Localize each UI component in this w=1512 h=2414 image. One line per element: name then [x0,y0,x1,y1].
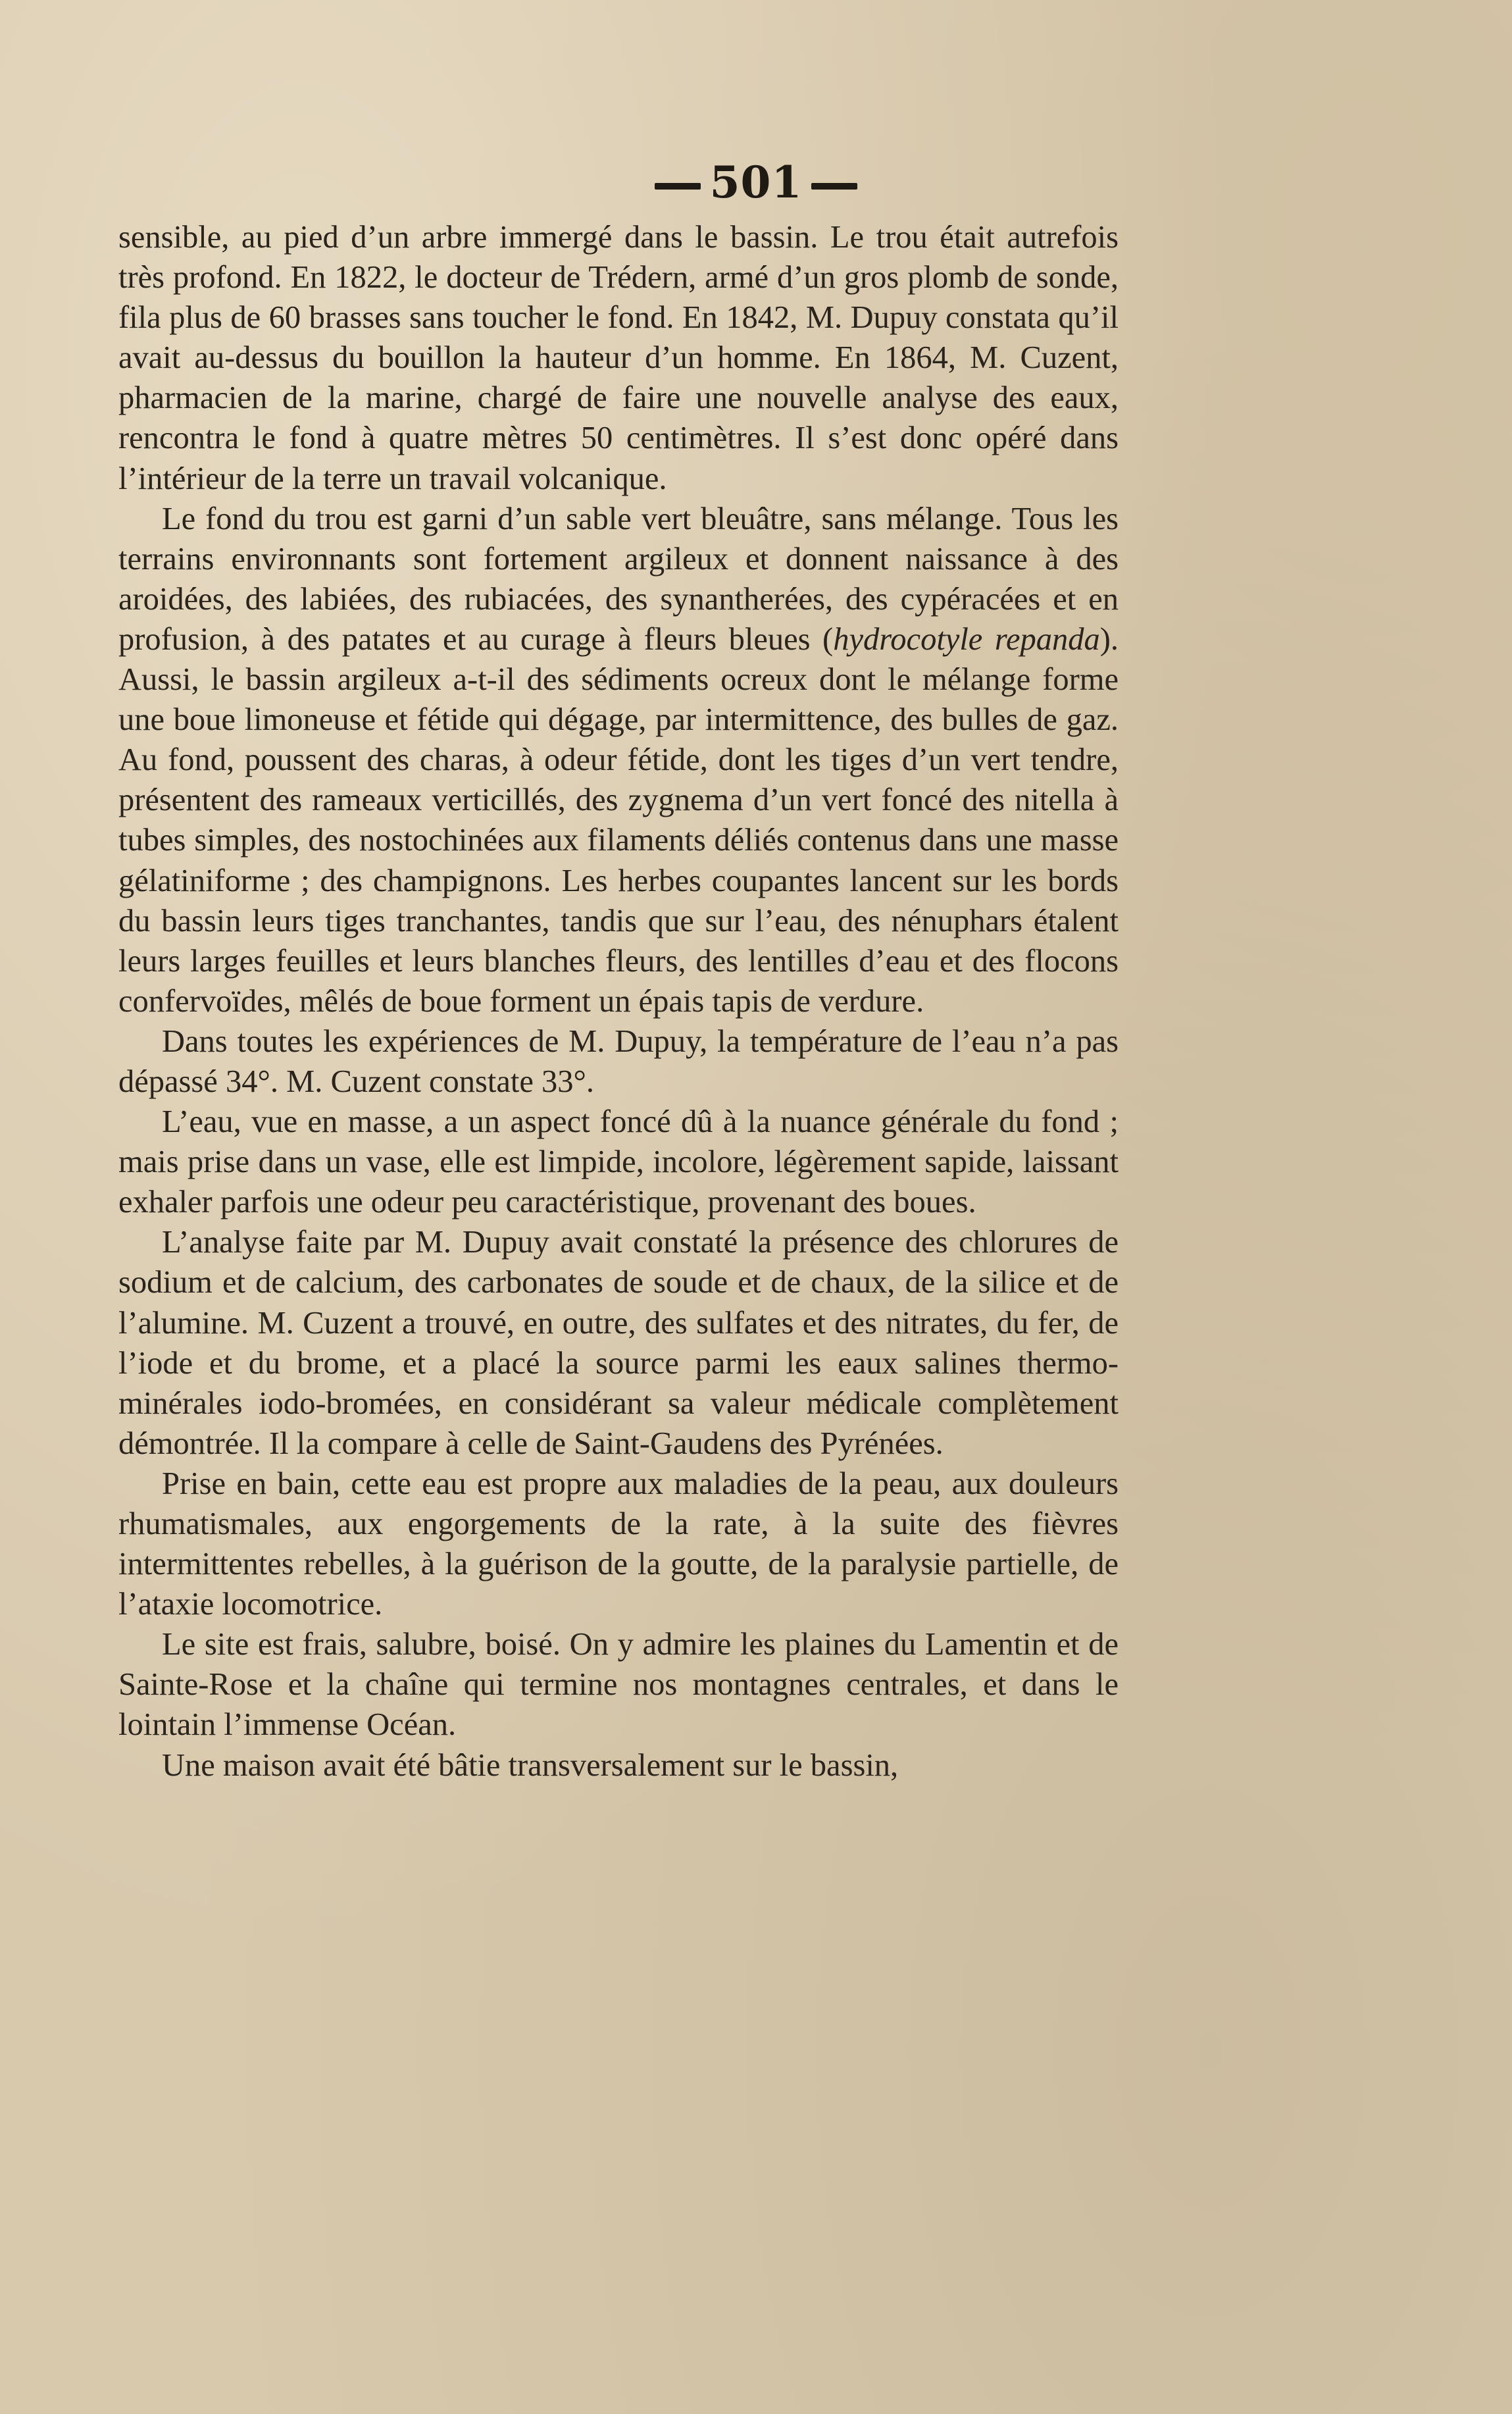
body-text [118,217,1119,1785]
paragraph-text: L’eau, vue en masse, a un aspect foncé dû à la nuance générale du fond ; mais prise dans un vase, elle est limpide, incolore, légèrement sapide, laissant exhaler parfois une odeur peu caractéristique, provenant des boues. [118,1104,1119,1220]
header-dash-left [655,183,701,190]
paragraph-text: Le site est frais, salubre, boisé. On y admire les plaines du Lamentin et de Sainte-Rose et la chaîne qui termine nos montagnes centrales, et dans le lointain l’immense Océan. [118,1627,1119,1743]
page-header [0,157,1512,208]
paragraph-2 [118,499,1119,1021]
paragraph-6 [118,1464,1119,1624]
page-number: 501 [709,157,803,208]
paragraph-text: L’analyse faite par M. Dupuy avait constaté la présence des chlorures de sodium et de calcium, des carbonates de soude et de chaux, de la silice et de l’alumine. M. Cuzent a trouvé, en outre, des sulfates et des nitrates, du fer, de l’iode et du brome, et a placé la source parmi les eaux salines thermo-minérales iodo-bromées, en considérant sa valeur médicale complètement démontrée. Il la compare à celle de Saint-Gaudens des Pyrénées. [118,1225,1119,1461]
paragraph-text: sensible, au pied d’un arbre immergé dans le bassin. Le trou était autrefois très profond. En 1822, le docteur de Trédern, armé d’un gros plomb de sonde, fila plus de 60 brasses sans toucher le fond. En 1842, M. Dupuy constata qu’il avait au-dessus du bouillon la hauteur d’un homme. En 1864, M. Cuzent, pharmacien de la marine, chargé de faire une nouvelle analyse des eaux, rencontra le fond à quatre mètres 50 centimètres. Il s’est donc opéré dans l’intérieur de la terre un travail volcanique. [118,220,1119,496]
paragraph-1 [118,217,1119,499]
paragraph-text: Une maison avait été bâtie transversalement sur le bassin, [162,1747,899,1783]
paragraph-8 [118,1745,1119,1785]
italic-species-name: hydrocotyle repanda [833,621,1100,657]
paragraph-7 [118,1624,1119,1745]
paragraph-text: ). Aussi, le bassin argileux a-t-il des sédiments ocreux dont le mélange forme une boue limoneuse et fétide qui dégage, par intermittence, des bulles de gaz. Au fond, poussent des charas, à odeur fétide, dont les tiges d’un vert tendre, présentent des rameaux verticillés, des zygnema d’un vert foncé des nitella à tubes simples, des nostochinées aux filaments déliés contenus dans une masse gélatiniforme ; des champignons. Les herbes coupantes lancent sur les bords du bassin leurs tiges tranchantes, tandis que sur l’eau, des nénuphars étalent leurs larges feuilles et leurs blanches fleurs, des lentilles d’eau et des flocons confervoïdes, mêlés de boue forment un épais tapis de verdure. [118,621,1119,1019]
paragraph-text: Prise en bain, cette eau est propre aux maladies de la peau, aux douleurs rhumatismales, aux engorgements de la rate, à la suite des fièvres intermittentes rebelles, à la guérison de la goutte, de la paralysie partielle, de l’ataxie locomotrice. [118,1466,1119,1622]
paragraph-5 [118,1222,1119,1464]
paragraph-4 [118,1102,1119,1222]
paragraph-text: Dans toutes les expériences de M. Dupuy, la température de l’eau n’a pas dépassé 34°. M. Cuzent constate 33°. [118,1023,1119,1099]
paragraph-3 [118,1021,1119,1102]
header-dash-right [811,183,857,190]
paragraph-text: Le fond du trou est garni d’un sable vert bleuâtre, sans mélange. Tous les terrains environnants sont fortement argileux et donnent naissance à des aroidées, des labiées, des rubiacées, des synantherées, des cypéracées et en profusion, à des patates et au curage à fleurs bleues ( [118,501,1119,657]
